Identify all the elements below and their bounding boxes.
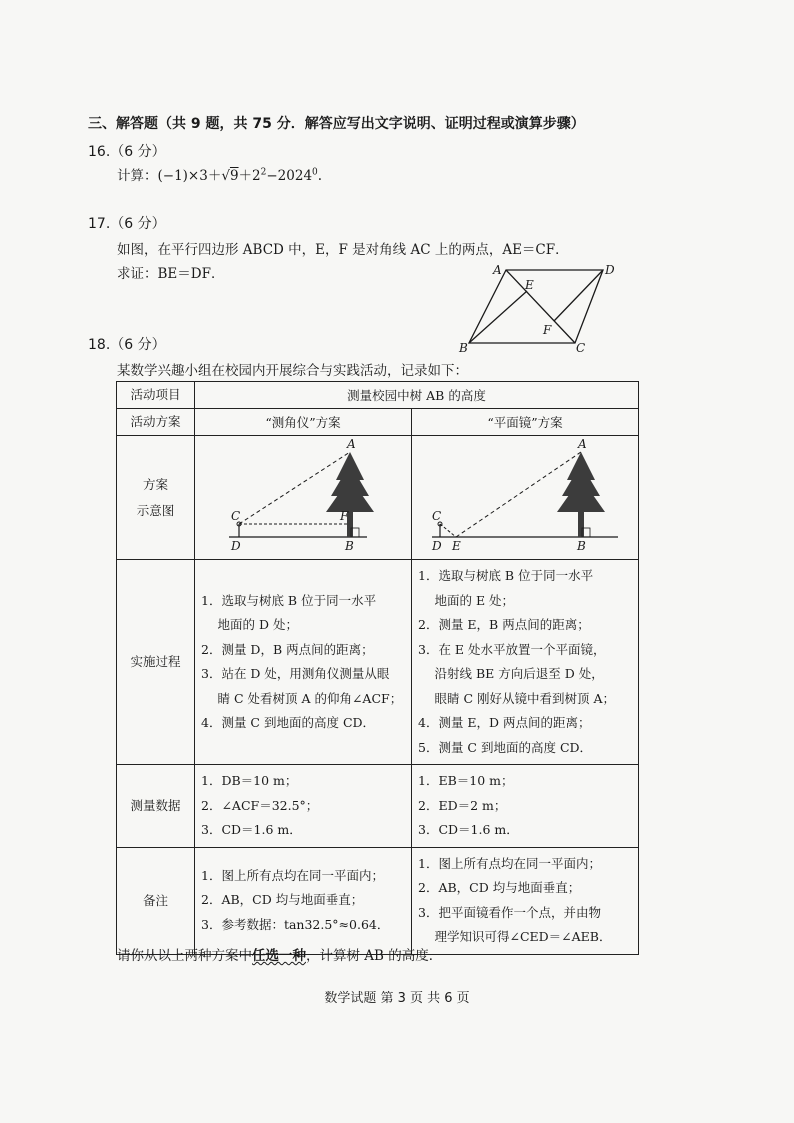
row-notes-label: 备注 bbox=[117, 847, 195, 954]
plan2-diagram-cell bbox=[412, 436, 639, 560]
fig2-label-b: B bbox=[577, 539, 586, 553]
q18-intro: 某数学兴趣小组在校园内开展综合与实践活动，记录如下： bbox=[117, 363, 468, 379]
parallelogram-figure bbox=[455, 258, 625, 353]
angle-meter-diagram bbox=[195, 436, 411, 556]
plan1-diagram-cell bbox=[195, 436, 412, 560]
plan1-title: “测角仪”方案 bbox=[195, 409, 412, 436]
row-plan-label: 活动方案 bbox=[117, 409, 195, 436]
tree-icon bbox=[326, 452, 374, 537]
row-process-label: 实施过程 bbox=[117, 560, 195, 765]
mirror-diagram bbox=[412, 436, 638, 556]
row-project-label: 活动项目 bbox=[117, 382, 195, 409]
label-c: C bbox=[576, 341, 586, 353]
segment-df bbox=[554, 270, 603, 321]
fig2-label-e: E bbox=[452, 539, 461, 553]
plan1-data: 1．DB＝10 m； 2．∠ACF＝32.5°； 3．CD＝1.6 m． bbox=[195, 765, 412, 848]
parallelogram-abcd bbox=[469, 270, 603, 343]
page-footer: 数学试题 第 3 页 共 6 页 bbox=[324, 991, 470, 1006]
segment-be bbox=[469, 291, 527, 343]
row-diagram-label: 方案 示意图 bbox=[117, 436, 195, 560]
fig2-label-c: C bbox=[432, 509, 442, 523]
q18-number: 18.（6 分） bbox=[88, 337, 166, 353]
activity-table bbox=[116, 381, 639, 955]
fig1-label-c: C bbox=[231, 509, 241, 523]
label-e: E bbox=[525, 278, 534, 292]
plan2-process: 1．选取与树底 B 位于同一水平 地面的 E 处； 2．测量 E，B 两点间的距离； 3．在 E 处水平放置一个平面镜， 沿射线 BE 方向后退至 D 处， 眼睛 C 刚好从镜中看到树顶 A； 4．测量 E，D 两点间的距离； 5．测量 C 到地面的高度 CD． bbox=[412, 560, 639, 765]
diagonal-ac bbox=[506, 270, 575, 343]
q18-question: 请你从以上两种方案中任选一种，计算树 AB 的高度． bbox=[117, 948, 443, 964]
fig1-label-a: A bbox=[347, 437, 356, 451]
plan2-data: 1．EB＝10 m； 2．ED＝2 m； 3．CD＝1.6 m． bbox=[412, 765, 639, 848]
label-f: F bbox=[543, 323, 552, 337]
fig1-label-b: B bbox=[345, 539, 354, 553]
fig2-label-d: D bbox=[432, 539, 442, 553]
fig1-label-f: F bbox=[340, 509, 349, 523]
plan2-notes: 1．图上所有点均在同一平面内； 2．AB，CD 均与地面垂直； 3．把平面镜看作一个点，并由物 理学知识可得∠CED＝∠AEB． bbox=[412, 847, 639, 954]
label-a: A bbox=[493, 263, 502, 277]
q17-line1: 如图，在平行四边形 ABCD 中，E，F 是对角线 AC 上的两点，AE＝CF． bbox=[117, 242, 569, 258]
q16-expression: 计算：$(-1)\times 3+√9+2^2-2024^0$. bbox=[117, 167, 323, 184]
plan1-process: 1．选取与树底 B 位于同一水平 地面的 D 处； 2．测量 D，B 两点间的距离； 3．站在 D 处，用测角仪测量从眼 睛 C 处看树顶 A 的仰角∠ACF； 4．测量 C 到地面的高度 CD． bbox=[195, 560, 412, 765]
label-d: D bbox=[605, 263, 615, 277]
section-title: 三、解答题（共 9 题，共 75 分．解答应写出文字说明、证明过程或演算步骤） bbox=[88, 116, 585, 132]
plan1-notes: 1．图上所有点均在同一平面内； 2．AB，CD 均与地面垂直； 3．参考数据：tan32.5°≈0.64． bbox=[195, 847, 412, 954]
plan2-title: “平面镜”方案 bbox=[412, 409, 639, 436]
q16-number: 16.（6 分） bbox=[88, 144, 166, 160]
fig2-label-a: A bbox=[578, 437, 587, 451]
tree-icon bbox=[557, 452, 605, 537]
label-b: B bbox=[459, 341, 468, 353]
q17-line2: 求证：BE＝DF． bbox=[117, 266, 225, 282]
row-project-value: 测量校园中树 AB 的高度 bbox=[195, 382, 639, 409]
q17-number: 17.（6 分） bbox=[88, 216, 166, 232]
fig1-label-d: D bbox=[231, 539, 241, 553]
row-data-label: 测量数据 bbox=[117, 765, 195, 848]
